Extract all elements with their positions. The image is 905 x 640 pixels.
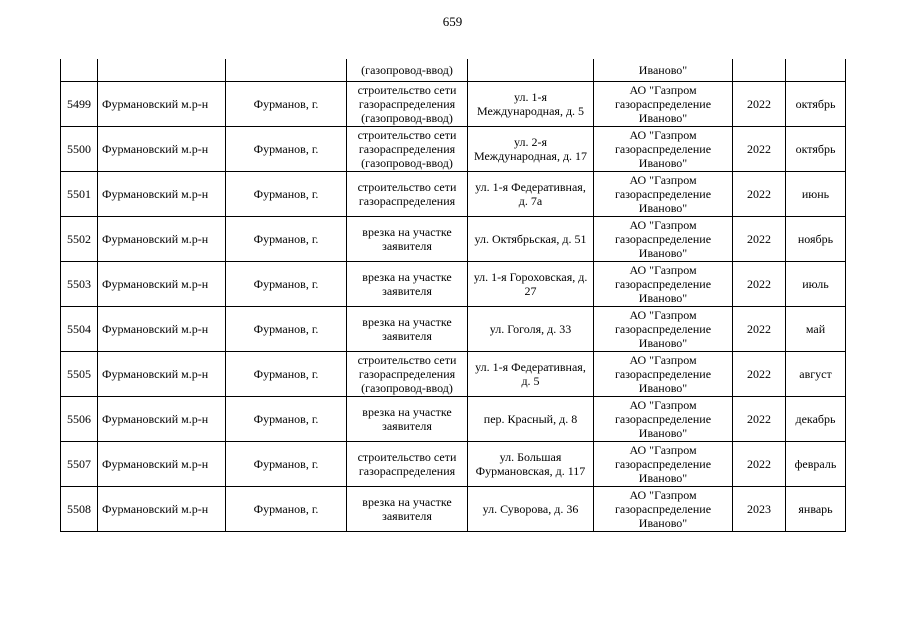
cell-work: строительство сети газораспределения (газопровод-ввод) [347,127,468,172]
cell-work: (газопровод-ввод) [347,59,468,82]
cell-district: Фурмановский м.р-н [98,487,226,532]
cell-city [226,59,347,82]
cell-num: 5499 [61,82,98,127]
cell-month: июнь [786,172,846,217]
table-row [61,397,846,442]
cell-year [733,59,786,82]
table-row [61,172,846,217]
cell-district: Фурмановский м.р-н [98,217,226,262]
cell-address: ул. Октябрьская, д. 51 [468,217,594,262]
table-row [61,82,846,127]
cell-year: 2022 [733,172,786,217]
table-row [61,487,846,532]
cell-address: ул. Гоголя, д. 33 [468,307,594,352]
cell-num: 5507 [61,442,98,487]
cell-year: 2023 [733,487,786,532]
cell-org: АО "Газпром газораспределение Иваново" [594,217,733,262]
table-row [61,127,846,172]
cell-year: 2022 [733,217,786,262]
cell-district [98,59,226,82]
cell-num: 5500 [61,127,98,172]
cell-month [786,59,846,82]
table-row [61,352,846,397]
cell-num: 5508 [61,487,98,532]
page-number: 659 [442,14,463,29]
table-row [61,307,846,352]
cell-work: врезка на участке заявителя [347,487,468,532]
cell-org: АО "Газпром газораспределение Иваново" [594,352,733,397]
cell-work: врезка на участке заявителя [347,397,468,442]
cell-num: 5501 [61,172,98,217]
cell-num: 5505 [61,352,98,397]
cell-city: Фурманов, г. [226,127,347,172]
cell-num: 5503 [61,262,98,307]
cell-district: Фурмановский м.р-н [98,307,226,352]
cell-work: врезка на участке заявителя [347,262,468,307]
cell-year: 2022 [733,442,786,487]
cell-month: ноябрь [786,217,846,262]
cell-city: Фурманов, г. [226,397,347,442]
cell-district: Фурмановский м.р-н [98,397,226,442]
cell-work: строительство сети газораспределения [347,172,468,217]
cell-district: Фурмановский м.р-н [98,442,226,487]
cell-org: АО "Газпром газораспределение Иваново" [594,307,733,352]
cell-month: декабрь [786,397,846,442]
cell-year: 2022 [733,127,786,172]
cell-year: 2022 [733,82,786,127]
cell-district: Фурмановский м.р-н [98,352,226,397]
cell-work: врезка на участке заявителя [347,217,468,262]
cell-year: 2022 [733,262,786,307]
cell-city: Фурманов, г. [226,352,347,397]
cell-num: 5504 [61,307,98,352]
cell-org: АО "Газпром газораспределение Иваново" [594,397,733,442]
table-row [61,262,846,307]
cell-org: АО "Газпром газораспределение Иваново" [594,262,733,307]
cell-num [61,59,98,82]
cell-month: октябрь [786,127,846,172]
cell-num: 5506 [61,397,98,442]
cell-year: 2022 [733,352,786,397]
cell-work: строительство сети газораспределения (газопровод-ввод) [347,352,468,397]
table-row [61,217,846,262]
cell-city: Фурманов, г. [226,217,347,262]
cell-org: АО "Газпром газораспределение Иваново" [594,442,733,487]
cell-city: Фурманов, г. [226,307,347,352]
cell-district: Фурмановский м.р-н [98,82,226,127]
table-row [61,442,846,487]
continued-row [61,59,846,82]
cell-work: строительство сети газораспределения [347,442,468,487]
cell-year: 2022 [733,307,786,352]
cell-org: АО "Газпром газораспределение Иваново" [594,487,733,532]
cell-address: ул. 1-я Международная, д. 5 [468,82,594,127]
cell-address: ул. 1-я Гороховская, д. 27 [468,262,594,307]
cell-district: Фурмановский м.р-н [98,127,226,172]
cell-work: строительство сети газораспределения (газопровод-ввод) [347,82,468,127]
cell-year: 2022 [733,397,786,442]
cell-work: врезка на участке заявителя [347,307,468,352]
cell-org: АО "Газпром газораспределение Иваново" [594,82,733,127]
cell-org: Иваново" [594,59,733,82]
gas-connection-table [60,59,846,532]
cell-org: АО "Газпром газораспределение Иваново" [594,172,733,217]
cell-district: Фурмановский м.р-н [98,262,226,307]
cell-city: Фурманов, г. [226,172,347,217]
cell-month: январь [786,487,846,532]
cell-address: ул. Большая Фурмановская, д. 117 [468,442,594,487]
cell-district: Фурмановский м.р-н [98,172,226,217]
cell-address [468,59,594,82]
cell-month: октябрь [786,82,846,127]
cell-address: пер. Красный, д. 8 [468,397,594,442]
cell-org: АО "Газпром газораспределение Иваново" [594,127,733,172]
cell-city: Фурманов, г. [226,262,347,307]
cell-address: ул. Суворова, д. 36 [468,487,594,532]
cell-address: ул. 2-я Международная, д. 17 [468,127,594,172]
cell-month: август [786,352,846,397]
cell-city: Фурманов, г. [226,442,347,487]
cell-month: июль [786,262,846,307]
cell-month: май [786,307,846,352]
cell-city: Фурманов, г. [226,82,347,127]
cell-address: ул. 1-я Федеративная, д. 7а [468,172,594,217]
cell-address: ул. 1-я Федеративная, д. 5 [468,352,594,397]
cell-city: Фурманов, г. [226,487,347,532]
cell-month: февраль [786,442,846,487]
cell-num: 5502 [61,217,98,262]
